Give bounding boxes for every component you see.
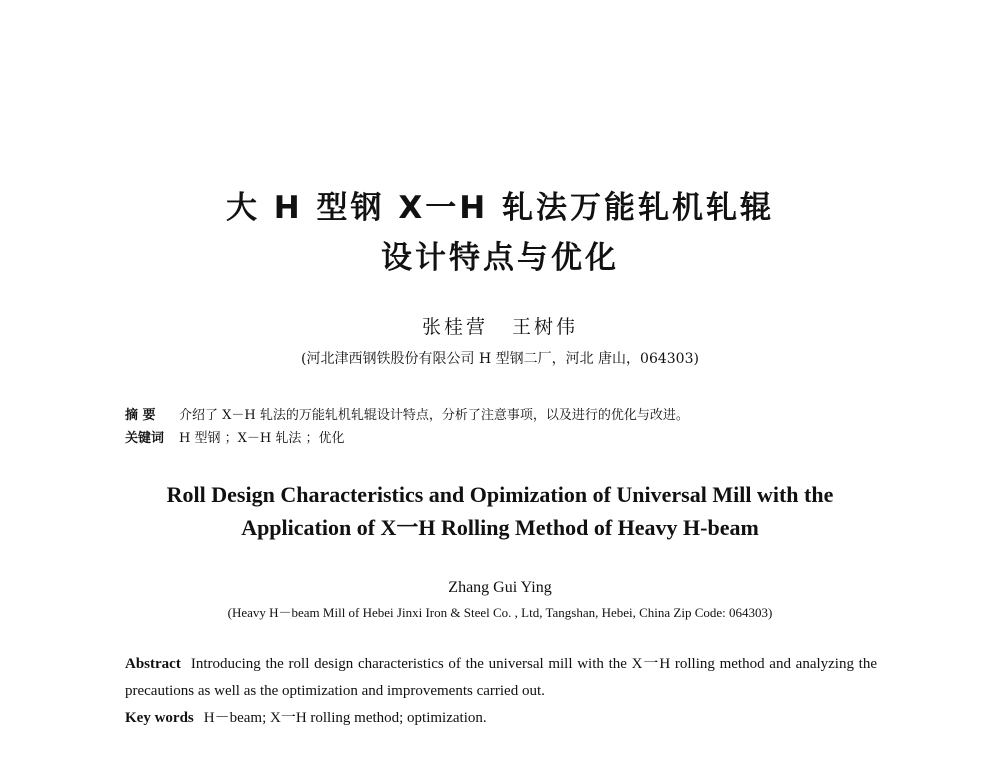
en-abstract-label: Abstract bbox=[125, 656, 181, 672]
cn-author-2: 王树伟 bbox=[512, 316, 579, 338]
cn-keywords bbox=[125, 429, 885, 449]
en-keywords-text: H－beam; X一H rolling method; optimization. bbox=[203, 710, 487, 726]
cn-authors bbox=[0, 314, 1000, 340]
cn-title-line2: 设计特点与优化 bbox=[381, 240, 619, 276]
cn-abstract-label: 摘 要 bbox=[125, 408, 156, 423]
cn-affiliation: (河北津西钢铁股份有限公司 H 型钢二厂，河北 唐山，064303) bbox=[301, 351, 699, 367]
en-affiliation: (Heavy H－beam Mill of Hebei Jinxi Iron & Steel Co. , Ltd, Tangshan, Hebei, China Zip Code: 064303) bbox=[227, 605, 773, 620]
en-keywords bbox=[125, 705, 877, 732]
cn-title-line1: 大 H 型钢 X一H 轧法万能轧机轧辊 bbox=[226, 190, 774, 226]
cn-abstract-text: 介绍了 X－H 轧法的万能轧机轧辊设计特点，分析了注意事项，以及进行的优化与改进。 bbox=[179, 408, 689, 423]
en-title-line1: Roll Design Characteristics and Opimization of Universal Mill with the bbox=[166, 482, 834, 507]
cn-keywords-text: H 型钢 ；X－H 轧法 ；优化 bbox=[179, 431, 345, 446]
cn-keywords-label: 关键词 bbox=[125, 431, 165, 446]
cn-abstract bbox=[125, 406, 885, 426]
cn-author-1: 张桂营 bbox=[421, 316, 488, 338]
en-keywords-label: Key words bbox=[125, 710, 194, 726]
en-abstract-text: Introducing the roll design characteristics of the universal mill with the X一H rolling method and analyzing the precautions as well as the optimization and improvements carried out. bbox=[125, 656, 877, 699]
en-title-line2: Application of X一H Rolling Method of Heavy H-beam bbox=[241, 515, 759, 540]
en-author: Zhang Gui Ying bbox=[448, 579, 552, 596]
en-abstract bbox=[125, 651, 877, 705]
